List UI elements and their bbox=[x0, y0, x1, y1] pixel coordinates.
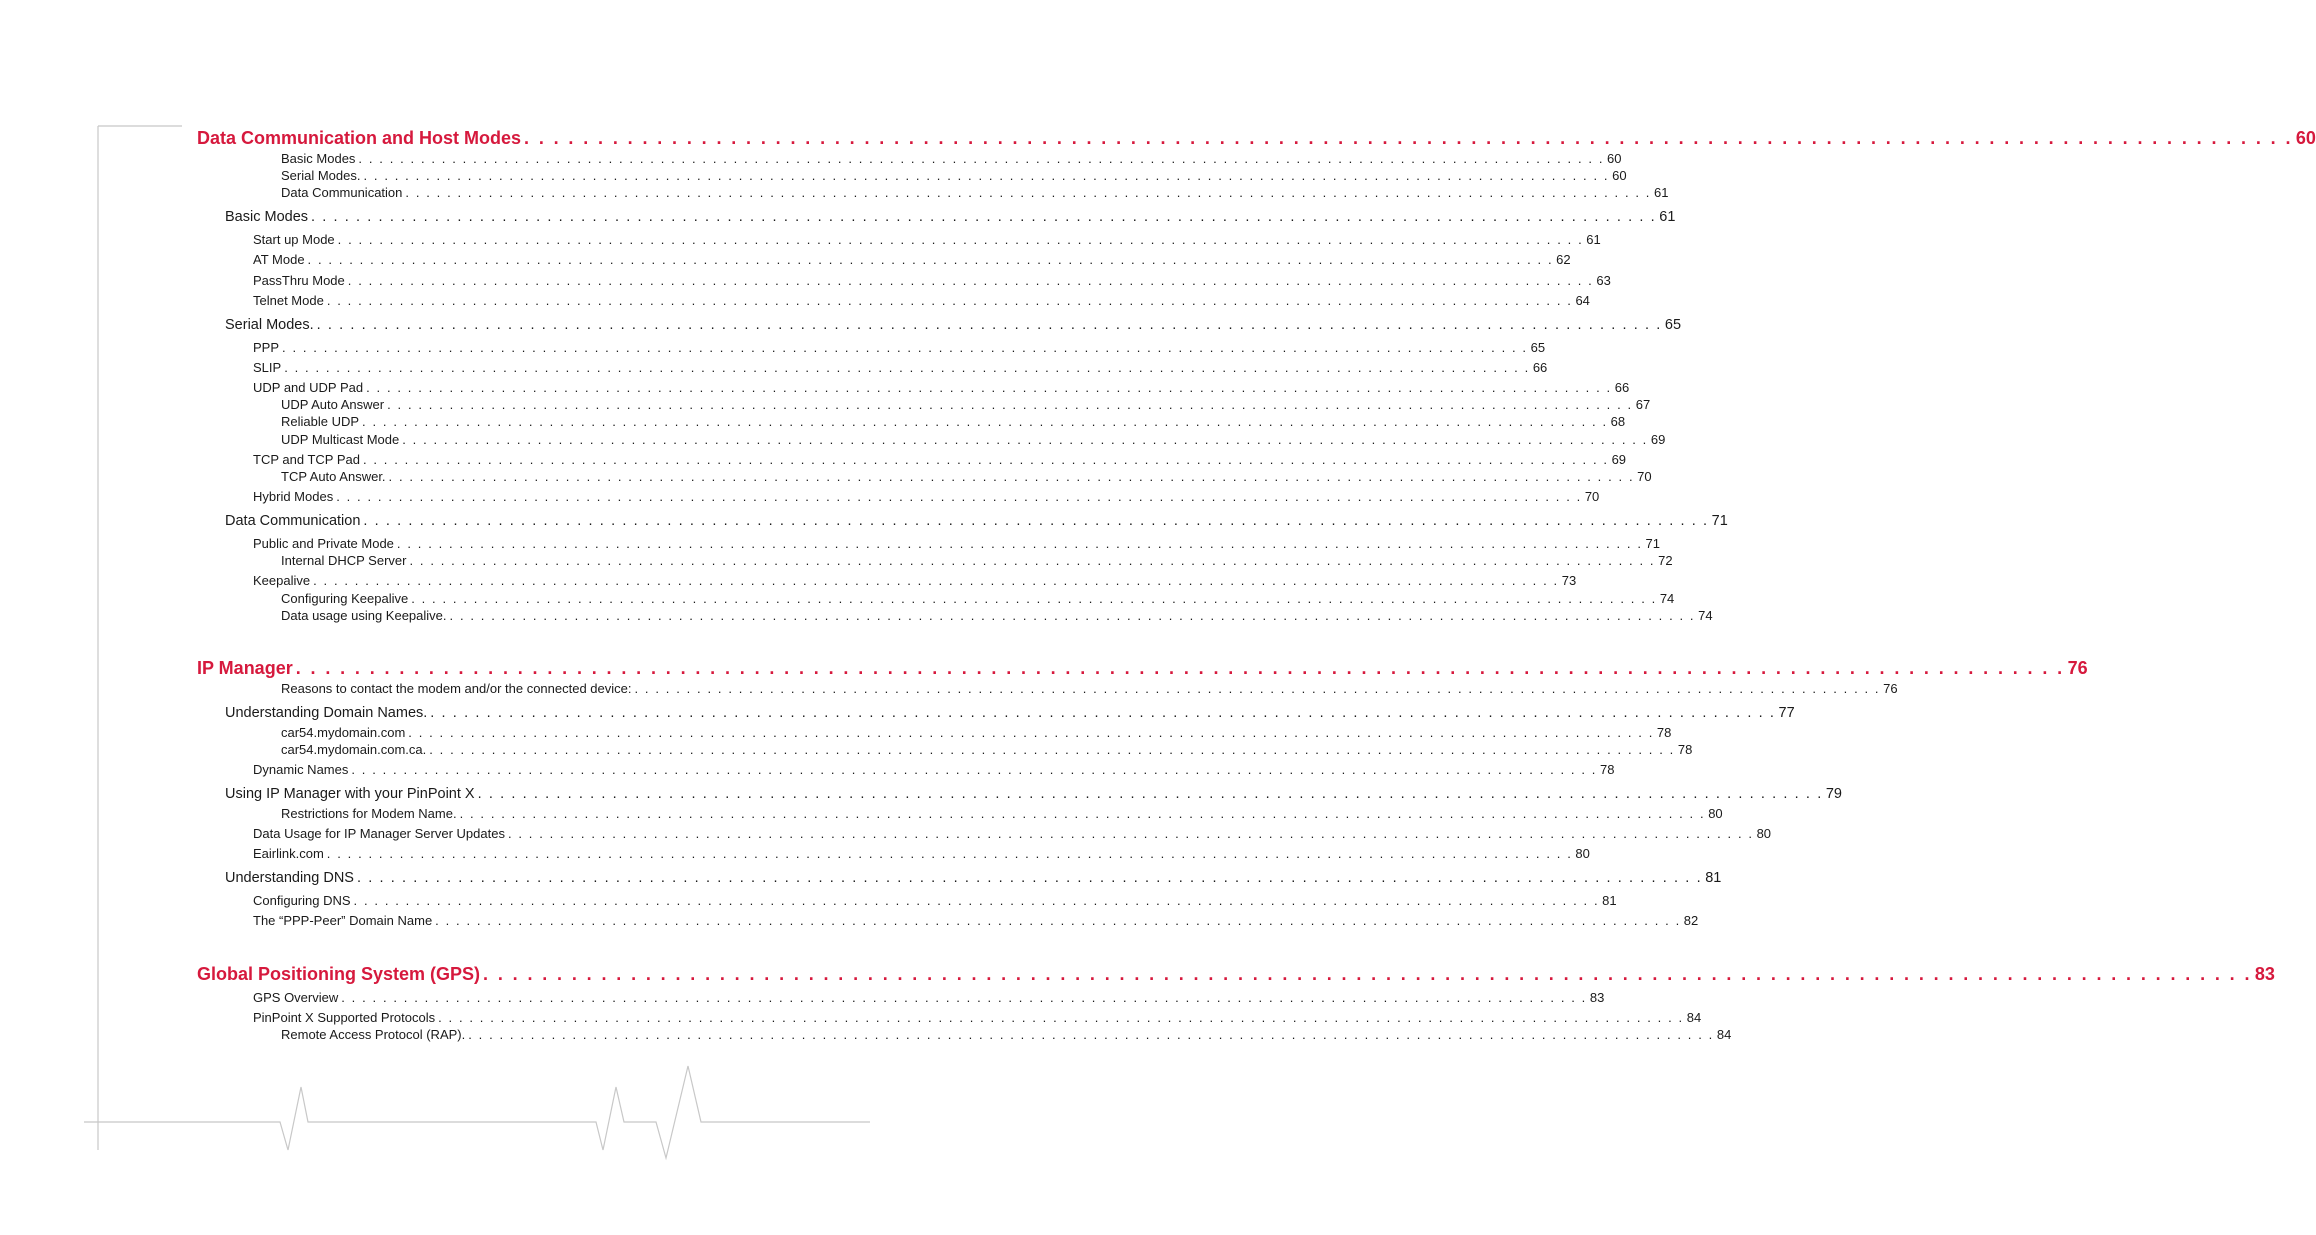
dot-leader: . . . . . . . . . . . . . . . . . . . . . . . . . . . . . . . . . . . . . . . . . . . . . . . . . . . . . . . . . . . . . . . . . . . . . . . . . . . . . . . . . . . . . . . . . . . . . . . . . . . . . . . . . . . . . . . . . . . . . . . . bbox=[363, 168, 1610, 183]
subsection-entry[interactable] bbox=[253, 360, 1548, 377]
dot-leader: . . . . . . . . . . . . . . . . . . . . . . . . . . . . . . . . . . . . . . . . . . . . . . . . . . . . . . . . . . . . . . . . . . . . . . . . . . . . . . . . . . . . . . . . . . . . . . . . . . . . . . . . . . . . . . . . . . . . . . . . bbox=[326, 846, 1573, 861]
subsubsection-entry[interactable] bbox=[281, 397, 1651, 414]
page-number: 71 bbox=[1711, 513, 1728, 529]
entry-title: PinPoint X Supported Protocols bbox=[253, 1010, 436, 1025]
section-entry[interactable] bbox=[225, 317, 1682, 336]
chapter-entry[interactable] bbox=[197, 128, 2316, 150]
dot-leader: . . . . . . . . . . . . . . . . . . . . . . . . . . . . . . . . . . . . . . . . . . . . . . . . . . . . . . . . . . . . . . . . . . . . . . . . . . . . . . . . . . . . . . . . . . . . . . . . . . . . . . . . . . . . . . . . . . . . . . . . bbox=[468, 1027, 1714, 1042]
subsection-entry[interactable] bbox=[253, 573, 1577, 590]
entry-title: UDP Multicast Mode bbox=[281, 432, 400, 447]
dot-leader: . . . . . . . . . . . . . . . . . . . . . . . . . . . . . . . . . . . . . . . . . . . . . . . . . . . . . . . . . . . . . . . . . . . . . . . . . . . . . . . . . . . . . . . . . . . . . . . . . . . . . . . . . . . . . . . . . . . . . . . . bbox=[483, 964, 2252, 984]
page-number: 70 bbox=[1637, 469, 1652, 484]
dot-leader: . . . . . . . . . . . . . . . . . . . . . . . . . . . . . . . . . . . . . . . . . . . . . . . . . . . . . . . . . . . . . . . . . . . . . . . . . . . . . . . . . . . . . . . . . . . . . . . . . . . . . . . . . . . . . . . . . . . . . . . . bbox=[366, 380, 1612, 395]
entry-title: Understanding DNS bbox=[225, 870, 354, 886]
entry-title: UDP and UDP Pad bbox=[253, 380, 364, 395]
subsubsection-entry[interactable] bbox=[281, 168, 1627, 185]
page-number: 69 bbox=[1650, 432, 1666, 447]
subsection-entry[interactable] bbox=[253, 489, 1600, 506]
dot-leader: . . . . . . . . . . . . . . . . . . . . . . . . . . . . . . . . . . . . . . . . . . . . . . . . . . . . . . . . . . . . . . . . . . . . . . . . . . . . . . . . . . . . . . . . . . . . . . . . . . . . . . . . . . . . . . . . . . . . . . . . bbox=[307, 252, 1554, 267]
page-number: 80 bbox=[1575, 846, 1590, 861]
dot-leader: . . . . . . . . . . . . . . . . . . . . . . . . . . . . . . . . . . . . . . . . . . . . . . . . . . . . . . . . . . . . . . . . . . . . . . . . . . . . . . . . . . . . . . . . . . . . . . . . . . . . . . . . . . . . . . . . . . . . . . . . bbox=[326, 293, 1573, 308]
subsection-entry[interactable] bbox=[253, 340, 1546, 357]
dot-leader: . . . . . . . . . . . . . . . . . . . . . . . . . . . . . . . . . . . . . . . . . . . . . . . . . . . . . . . . . . . . . . . . . . . . . . . . . . . . . . . . . . . . . . . . . . . . . . . . . . . . . . . . . . . . . . . . . . . . . . . . bbox=[449, 608, 1696, 623]
subsection-entry[interactable] bbox=[253, 536, 1661, 553]
dot-leader: . . . . . . . . . . . . . . . . . . . . . . . . . . . . . . . . . . . . . . . . . . . . . . . . . . . . . . . . . . . . . . . . . . . . . . . . . . . . . . . . . . . . . . . . . . . . . . . . . . . . . . . . . . . . . . . . . . . . . . . . bbox=[429, 742, 1675, 757]
entry-title: Serial Modes. bbox=[281, 168, 361, 183]
entry-title: Using IP Manager with your PinPoint X bbox=[225, 786, 475, 802]
entry-title: Eairlink.com bbox=[253, 846, 324, 861]
subsubsection-entry[interactable] bbox=[281, 1027, 1732, 1044]
dot-leader: . . . . . . . . . . . . . . . . . . . . . . . . . . . . . . . . . . . . . . . . . . . . . . . . . . . . . . . . . . . . . . . . . . . . . . . . . . . . . . . . . . . . . . . . . . . . . . . . . . . . . . . . . . . . . . . . . . . . . . . . bbox=[438, 1010, 1684, 1025]
entry-title: Basic Modes bbox=[225, 209, 309, 225]
page-number: 77 bbox=[1778, 705, 1795, 721]
page-number: 60 bbox=[1612, 168, 1627, 183]
page-number: 65 bbox=[1664, 317, 1682, 333]
entry-title: Internal DHCP Server bbox=[281, 553, 407, 568]
entry-title: Configuring DNS bbox=[253, 893, 351, 908]
dot-leader: . . . . . . . . . . . . . . . . . . . . . . . . . . . . . . . . . . . . . . . . . . . . . . . . . . . . . . . . . . . . . . . . . . . . . . . . . . . . . . . . . . . . . . . . . . . . . . . . . . . . . . . . . . . . . . . . . . . . . . . . bbox=[409, 553, 1656, 568]
dot-leader: . . . . . . . . . . . . . . . . . . . . . . . . . . . . . . . . . . . . . . . . . . . . . . . . . . . . . . . . . . . . . . . . . . . . . . . . . . . . . . . . . . . . . . . . . . . . . . . . . . . . . . . . . . . . . . . . . . . . . . . . bbox=[358, 151, 1605, 166]
entry-title: IP Manager bbox=[197, 658, 293, 678]
entry-title: car54.mydomain.com.ca. bbox=[281, 742, 427, 757]
page-number: 84 bbox=[1716, 1027, 1732, 1042]
section-entry[interactable] bbox=[225, 705, 1795, 724]
page-number: 82 bbox=[1683, 913, 1699, 928]
entry-title: Data usage using Keepalive. bbox=[281, 608, 447, 623]
dot-leader: . . . . . . . . . . . . . . . . . . . . . . . . . . . . . . . . . . . . . . . . . . . . . . . . . . . . . . . . . . . . . . . . . . . . . . . . . . . . . . . . . . . . . . . . . . . . . . . . . . . . . . . . . . . . . . . . . . . . . . . . bbox=[411, 591, 1657, 606]
dot-leader: . . . . . . . . . . . . . . . . . . . . . . . . . . . . . . . . . . . . . . . . . . . . . . . . . . . . . . . . . . . . . . . . . . . . . . . . . . . . . . . . . . . . . . . . . . . . . . . . . . . . . . . . . . . . . . . . . . . . . . . . bbox=[408, 725, 1654, 740]
page-number: 60 bbox=[1607, 151, 1622, 166]
dot-leader: . . . . . . . . . . . . . . . . . . . . . . . . . . . . . . . . . . . . . . . . . . . . . . . . . . . . . . . . . . . . . . . . . . . . . . . . . . . . . . . . . . . . . . . . . . . . . . . . . . . . . . . . . . . . . . . . . . . . . . . . bbox=[316, 317, 1662, 333]
dot-leader: . . . . . . . . . . . . . . . . . . . . . . . . . . . . . . . . . . . . . . . . . . . . . . . . . . . . . . . . . . . . . . . . . . . . . . . . . . . . . . . . . . . . . . . . . . . . . . . . . . . . . . . . . . . . . . . . . . . . . . . . bbox=[435, 913, 1681, 928]
dot-leader: . . . . . . . . . . . . . . . . . . . . . . . . . . . . . . . . . . . . . . . . . . . . . . . . . . . . . . . . . . . . . . . . . . . . . . . . . . . . . . . . . . . . . . . . . . . . . . . . . . . . . . . . . . . . . . . . . . . . . . . . bbox=[363, 513, 1709, 529]
page-number: 84 bbox=[1686, 1010, 1702, 1025]
entry-title: Configuring Keepalive bbox=[281, 591, 409, 606]
page-number: 67 bbox=[1635, 397, 1651, 412]
entry-title: Data Communication bbox=[281, 185, 403, 200]
chapter-entry[interactable] bbox=[197, 964, 2275, 986]
page-number: 63 bbox=[1596, 273, 1611, 288]
dot-leader: . . . . . . . . . . . . . . . . . . . . . . . . . . . . . . . . . . . . . . . . . . . . . . . . . . . . . . . . . . . . . . . . . . . . . . . . . . . . . . . . . . . . . . . . . . . . . . . . . . . . . . . . . . . . . . . . . . . . . . . . bbox=[362, 414, 1608, 429]
entry-title: Keepalive bbox=[253, 573, 311, 588]
page-number: 78 bbox=[1599, 762, 1615, 777]
section-entry[interactable] bbox=[225, 209, 1676, 228]
dot-leader: . . . . . . . . . . . . . . . . . . . . . . . . . . . . . . . . . . . . . . . . . . . . . . . . . . . . . . . . . . . . . . . . . . . . . . . . . . . . . . . . . . . . . . . . . . . . . . . . . . . . . . . . . . . . . . . . . . . . . . . . bbox=[284, 360, 1530, 375]
page-number: 76 bbox=[2067, 658, 2088, 678]
entry-title: AT Mode bbox=[253, 252, 305, 267]
dot-leader: . . . . . . . . . . . . . . . . . . . . . . . . . . . . . . . . . . . . . . . . . . . . . . . . . . . . . . . . . . . . . . . . . . . . . . . . . . . . . . . . . . . . . . . . . . . . . . . . . . . . . . . . . . . . . . . . . . . . . . . . bbox=[459, 806, 1706, 821]
page-number: 62 bbox=[1556, 252, 1571, 267]
page-number: 69 bbox=[1611, 452, 1627, 467]
page-number: 72 bbox=[1658, 553, 1673, 568]
chapter-entry[interactable] bbox=[197, 658, 2088, 680]
dot-leader: . . . . . . . . . . . . . . . . . . . . . . . . . . . . . . . . . . . . . . . . . . . . . . . . . . . . . . . . . . . . . . . . . . . . . . . . . . . . . . . . . . . . . . . . . . . . . . . . . . . . . . . . . . . . . . . . . . . . . . . . bbox=[402, 432, 1648, 447]
page-number: 80 bbox=[1756, 826, 1772, 841]
entry-title: Basic Modes bbox=[281, 151, 356, 166]
page-number: 61 bbox=[1659, 209, 1676, 225]
subsection-entry[interactable] bbox=[253, 252, 1571, 269]
entry-title: Global Positioning System (GPS) bbox=[197, 964, 481, 984]
entry-title: SLIP bbox=[253, 360, 282, 375]
entry-title: The “PPP-Peer” Domain Name bbox=[253, 913, 433, 928]
subsection-entry[interactable] bbox=[253, 990, 1605, 1007]
page-number: 61 bbox=[1586, 232, 1601, 247]
dot-leader: . . . . . . . . . . . . . . . . . . . . . . . . . . . . . . . . . . . . . . . . . . . . . . . . . . . . . . . . . . . . . . . . . . . . . . . . . . . . . . . . . . . . . . . . . . . . . . . . . . . . . . . . . . . . . . . . . . . . . . . . bbox=[507, 826, 1754, 841]
dot-leader: . . . . . . . . . . . . . . . . . . . . . . . . . . . . . . . . . . . . . . . . . . . . . . . . . . . . . . . . . . . . . . . . . . . . . . . . . . . . . . . . . . . . . . . . . . . . . . . . . . . . . . . . . . . . . . . . . . . . . . . . bbox=[362, 452, 1609, 467]
subsubsection-entry[interactable] bbox=[281, 151, 1622, 168]
subsection-entry[interactable] bbox=[253, 826, 1772, 843]
subsubsection-entry[interactable] bbox=[281, 185, 1669, 202]
dot-leader: . . . . . . . . . . . . . . . . . . . . . . . . . . . . . . . . . . . . . . . . . . . . . . . . . . . . . . . . . . . . . . . . . . . . . . . . . . . . . . . . . . . . . . . . . . . . . . . . . . . . . . . . . . . . . . . . . . . . . . . . bbox=[388, 469, 1635, 484]
page-number: 61 bbox=[1654, 185, 1669, 200]
entry-title: TCP Auto Answer. bbox=[281, 469, 386, 484]
subsubsection-entry[interactable] bbox=[281, 553, 1673, 570]
dot-leader: . . . . . . . . . . . . . . . . . . . . . . . . . . . . . . . . . . . . . . . . . . . . . . . . . . . . . . . . . . . . . . . . . . . . . . . . . . . . . . . . . . . . . . . . . . . . . . . . . . . . . . . . . . . . . . . . . . . . . . . . bbox=[351, 762, 1597, 777]
subsection-entry[interactable] bbox=[253, 232, 1601, 249]
section-entry[interactable] bbox=[225, 870, 1722, 889]
subsection-entry[interactable] bbox=[253, 893, 1617, 910]
subsection-entry[interactable] bbox=[253, 846, 1590, 863]
page-number: 65 bbox=[1530, 340, 1546, 355]
dot-leader: . . . . . . . . . . . . . . . . . . . . . . . . . . . . . . . . . . . . . . . . . . . . . . . . . . . . . . . . . . . . . . . . . . . . . . . . . . . . . . . . . . . . . . . . . . . . . . . . . . . . . . . . . . . . . . . . . . . . . . . . bbox=[524, 128, 2293, 148]
page-number: 78 bbox=[1677, 742, 1693, 757]
entry-title: Reliable UDP bbox=[281, 414, 360, 429]
subsection-entry[interactable] bbox=[253, 293, 1590, 310]
page-number: 74 bbox=[1698, 608, 1713, 623]
dot-leader: . . . . . . . . . . . . . . . . . . . . . . . . . . . . . . . . . . . . . . . . . . . . . . . . . . . . . . . . . . . . . . . . . . . . . . . . . . . . . . . . . . . . . . . . . . . . . . . . . . . . . . . . . . . . . . . . . . . . . . . . bbox=[430, 705, 1776, 721]
entry-title: Data Usage for IP Manager Server Updates bbox=[253, 826, 505, 841]
dot-leader: . . . . . . . . . . . . . . . . . . . . . . . . . . . . . . . . . . . . . . . . . . . . . . . . . . . . . . . . . . . . . . . . . . . . . . . . . . . . . . . . . . . . . . . . . . . . . . . . . . . . . . . . . . . . . . . . . . . . . . . . bbox=[311, 209, 1657, 225]
page-number: 83 bbox=[2254, 964, 2275, 984]
entry-title: Reasons to contact the modem and/or the connected device: bbox=[281, 681, 632, 696]
page-number: 73 bbox=[1561, 573, 1577, 588]
dot-leader: . . . . . . . . . . . . . . . . . . . . . . . . . . . . . . . . . . . . . . . . . . . . . . . . . . . . . . . . . . . . . . . . . . . . . . . . . . . . . . . . . . . . . . . . . . . . . . . . . . . . . . . . . . . . . . . . . . . . . . . . bbox=[347, 273, 1594, 288]
entry-title: TCP and TCP Pad bbox=[253, 452, 360, 467]
entry-title: Data Communication and Host Modes bbox=[197, 128, 522, 148]
entry-title: Start up Mode bbox=[253, 232, 335, 247]
entry-title: Serial Modes. bbox=[225, 317, 314, 333]
page-number: 71 bbox=[1645, 536, 1661, 551]
subsection-entry[interactable] bbox=[253, 452, 1627, 469]
entry-title: Public and Private Mode bbox=[253, 536, 394, 551]
entry-title: Hybrid Modes bbox=[253, 489, 334, 504]
dot-leader: . . . . . . . . . . . . . . . . . . . . . . . . . . . . . . . . . . . . . . . . . . . . . . . . . . . . . . . . . . . . . . . . . . . . . . . . . . . . . . . . . . . . . . . . . . . . . . . . . . . . . . . . . . . . . . . . . . . . . . . . bbox=[337, 232, 1584, 247]
subsubsection-entry[interactable] bbox=[281, 608, 1713, 625]
dot-leader: . . . . . . . . . . . . . . . . . . . . . . . . . . . . . . . . . . . . . . . . . . . . . . . . . . . . . . . . . . . . . . . . . . . . . . . . . . . . . . . . . . . . . . . . . . . . . . . . . . . . . . . . . . . . . . . . . . . . . . . . bbox=[405, 185, 1652, 200]
dot-leader: . . . . . . . . . . . . . . . . . . . . . . . . . . . . . . . . . . . . . . . . . . . . . . . . . . . . . . . . . . . . . . . . . . . . . . . . . . . . . . . . . . . . . . . . . . . . . . . . . . . . . . . . . . . . . . . . . . . . . . . . bbox=[477, 786, 1823, 802]
page-number: 66 bbox=[1532, 360, 1548, 375]
page-number: 81 bbox=[1705, 870, 1722, 886]
subsection-entry[interactable] bbox=[253, 762, 1615, 779]
dot-leader: . . . . . . . . . . . . . . . . . . . . . . . . . . . . . . . . . . . . . . . . . . . . . . . . . . . . . . . . . . . . . . . . . . . . . . . . . . . . . . . . . . . . . . . . . . . . . . . . . . . . . . . . . . . . . . . . . . . . . . . . bbox=[341, 990, 1587, 1005]
page-number: 70 bbox=[1584, 489, 1600, 504]
subsection-entry[interactable] bbox=[253, 273, 1611, 290]
page-number: 78 bbox=[1656, 725, 1672, 740]
dot-leader: . . . . . . . . . . . . . . . . . . . . . . . . . . . . . . . . . . . . . . . . . . . . . . . . . . . . . . . . . . . . . . . . . . . . . . . . . . . . . . . . . . . . . . . . . . . . . . . . . . . . . . . . . . . . . . . . . . . . . . . . bbox=[336, 489, 1582, 504]
page-number: 83 bbox=[1589, 990, 1605, 1005]
subsubsection-entry[interactable] bbox=[281, 591, 1675, 608]
dot-leader: . . . . . . . . . . . . . . . . . . . . . . . . . . . . . . . . . . . . . . . . . . . . . . . . . . . . . . . . . . . . . . . . . . . . . . . . . . . . . . . . . . . . . . . . . . . . . . . . . . . . . . . . . . . . . . . . . . . . . . . . bbox=[396, 536, 1643, 551]
dot-leader: . . . . . . . . . . . . . . . . . . . . . . . . . . . . . . . . . . . . . . . . . . . . . . . . . . . . . . . . . . . . . . . . . . . . . . . . . . . . . . . . . . . . . . . . . . . . . . . . . . . . . . . . . . . . . . . . . . . . . . . . bbox=[387, 397, 1633, 412]
page-number: 81 bbox=[1602, 893, 1617, 908]
entry-title: Understanding Domain Names. bbox=[225, 705, 428, 721]
subsection-entry[interactable] bbox=[253, 1010, 1702, 1027]
entry-title: Telnet Mode bbox=[253, 293, 324, 308]
section-entry[interactable] bbox=[225, 513, 1728, 532]
page-number: 80 bbox=[1708, 806, 1723, 821]
subsubsection-entry[interactable] bbox=[281, 414, 1626, 431]
entry-title: Remote Access Protocol (RAP). bbox=[281, 1027, 466, 1042]
dot-leader: . . . . . . . . . . . . . . . . . . . . . . . . . . . . . . . . . . . . . . . . . . . . . . . . . . . . . . . . . . . . . . . . . . . . . . . . . . . . . . . . . . . . . . . . . . . . . . . . . . . . . . . . . . . . . . . . . . . . . . . . bbox=[634, 681, 1881, 696]
entry-title: Data Communication bbox=[225, 513, 361, 529]
entry-title: Dynamic Names bbox=[253, 762, 349, 777]
entry-title: GPS Overview bbox=[253, 990, 339, 1005]
entry-title: Restrictions for Modem Name. bbox=[281, 806, 457, 821]
subsubsection-entry[interactable] bbox=[281, 432, 1666, 449]
subsubsection-entry[interactable] bbox=[281, 806, 1723, 823]
entry-title: PassThru Mode bbox=[253, 273, 345, 288]
subsection-entry[interactable] bbox=[253, 913, 1699, 930]
page-number: 68 bbox=[1610, 414, 1626, 429]
entry-title: car54.mydomain.com bbox=[281, 725, 406, 740]
section-entry[interactable] bbox=[225, 786, 1842, 805]
entry-title: UDP Auto Answer bbox=[281, 397, 385, 412]
dot-leader: . . . . . . . . . . . . . . . . . . . . . . . . . . . . . . . . . . . . . . . . . . . . . . . . . . . . . . . . . . . . . . . . . . . . . . . . . . . . . . . . . . . . . . . . . . . . . . . . . . . . . . . . . . . . . . . . . . . . . . . . bbox=[313, 573, 1559, 588]
dot-leader: . . . . . . . . . . . . . . . . . . . . . . . . . . . . . . . . . . . . . . . . . . . . . . . . . . . . . . . . . . . . . . . . . . . . . . . . . . . . . . . . . . . . . . . . . . . . . . . . . . . . . . . . . . . . . . . . . . . . . . . . bbox=[282, 340, 1528, 355]
subsection-entry[interactable] bbox=[253, 380, 1630, 397]
page-number: 60 bbox=[2295, 128, 2316, 148]
subsubsection-entry[interactable] bbox=[281, 469, 1652, 486]
page-number: 76 bbox=[1883, 681, 1898, 696]
entry-title: PPP bbox=[253, 340, 280, 355]
subsubsection-entry[interactable] bbox=[281, 681, 1898, 698]
dot-leader: . . . . . . . . . . . . . . . . . . . . . . . . . . . . . . . . . . . . . . . . . . . . . . . . . . . . . . . . . . . . . . . . . . . . . . . . . . . . . . . . . . . . . . . . . . . . . . . . . . . . . . . . . . . . . . . . . . . . . . . . bbox=[356, 870, 1703, 886]
page-number: 79 bbox=[1825, 786, 1842, 802]
page-number: 66 bbox=[1614, 380, 1630, 395]
subsubsection-entry[interactable] bbox=[281, 725, 1672, 742]
dot-leader: . . . . . . . . . . . . . . . . . . . . . . . . . . . . . . . . . . . . . . . . . . . . . . . . . . . . . . . . . . . . . . . . . . . . . . . . . . . . . . . . . . . . . . . . . . . . . . . . . . . . . . . . . . . . . . . . . . . . . . . . bbox=[295, 658, 2065, 678]
page-number: 74 bbox=[1659, 591, 1675, 606]
page-number: 64 bbox=[1575, 293, 1590, 308]
subsubsection-entry[interactable] bbox=[281, 742, 1693, 759]
dot-leader: . . . . . . . . . . . . . . . . . . . . . . . . . . . . . . . . . . . . . . . . . . . . . . . . . . . . . . . . . . . . . . . . . . . . . . . . . . . . . . . . . . . . . . . . . . . . . . . . . . . . . . . . . . . . . . . . . . . . . . . . bbox=[353, 893, 1600, 908]
